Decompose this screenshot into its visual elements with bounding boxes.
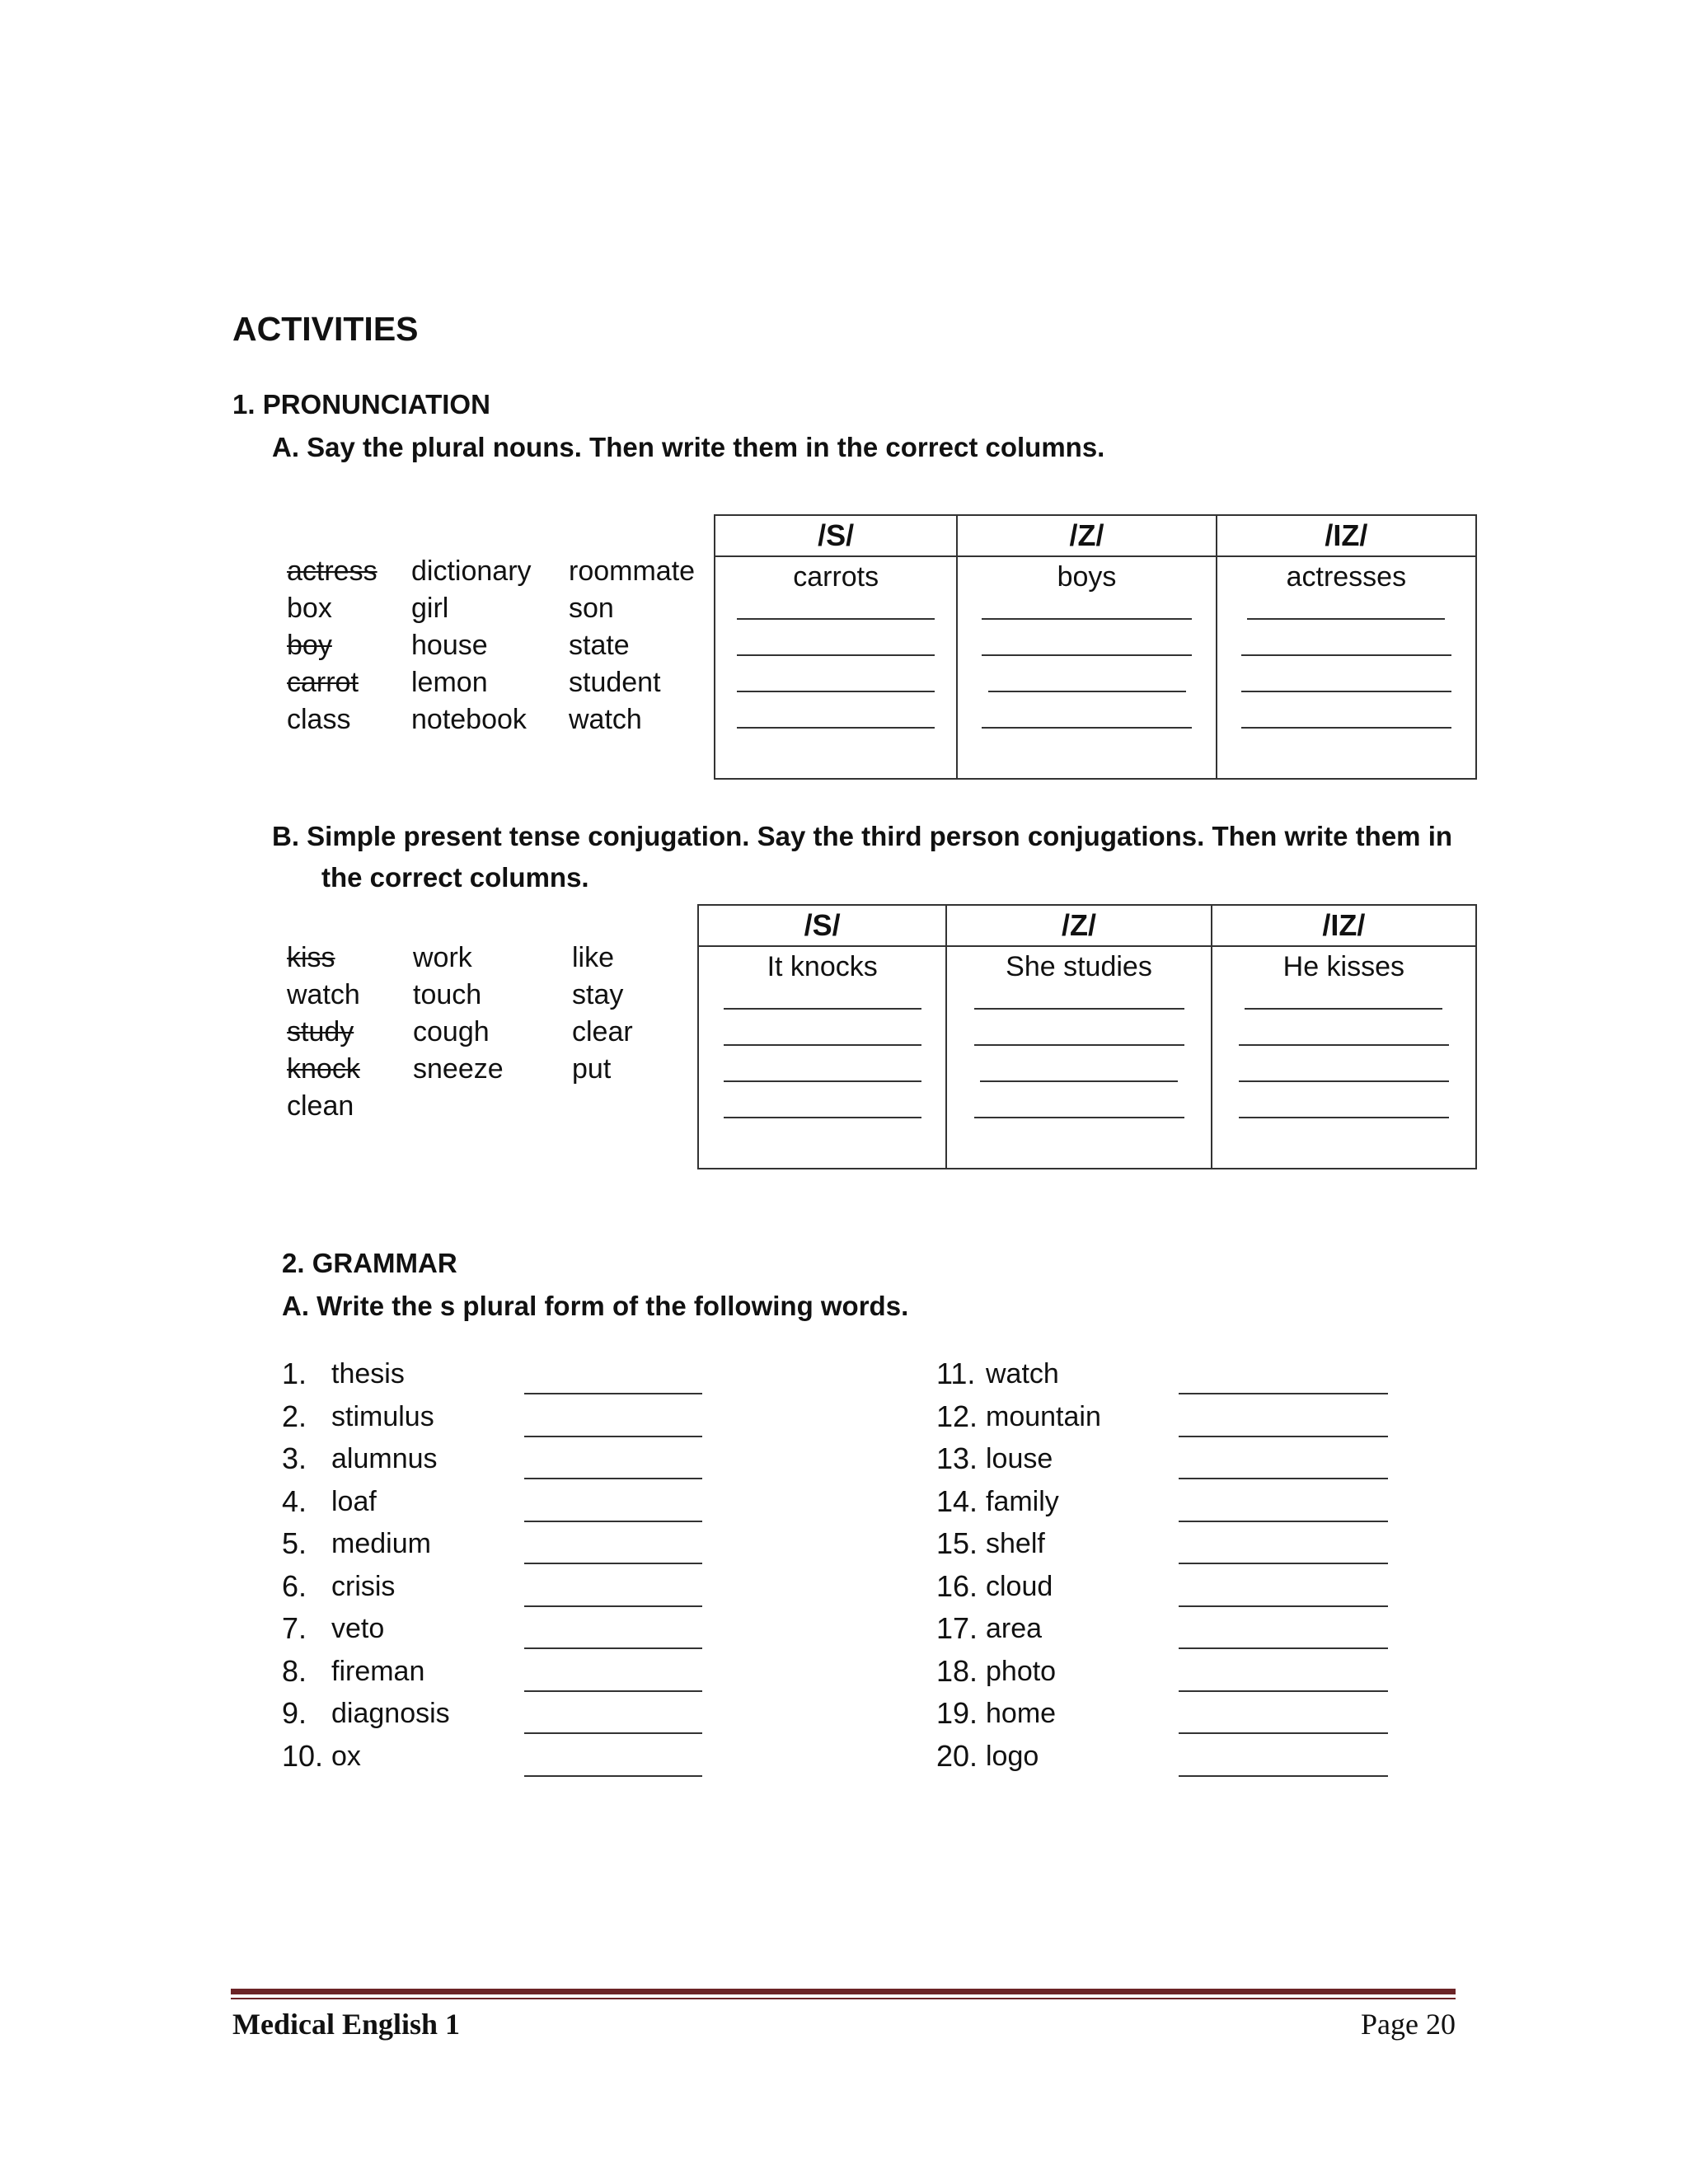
item-word: cloud — [986, 1570, 1053, 1602]
word-item: dictionary — [411, 555, 532, 587]
struck-word: boy — [287, 630, 332, 661]
table-column-s — [715, 556, 957, 779]
table-header: /IZ/ — [1212, 905, 1476, 946]
answer-line[interactable] — [1179, 1732, 1388, 1734]
item-word: alumnus — [331, 1443, 438, 1474]
answer-blank[interactable] — [974, 1010, 1184, 1046]
answer-line[interactable] — [1179, 1521, 1388, 1522]
item-number: 19. — [936, 1696, 978, 1730]
part-b-sound-table — [697, 904, 1477, 1169]
part-b-instruction-line2: the correct columns. — [321, 862, 589, 893]
item-word: fireman — [331, 1655, 425, 1687]
word-item: work — [413, 942, 472, 973]
table-header: /Z/ — [946, 905, 1211, 946]
item-number: 4. — [282, 1483, 307, 1518]
word-item: put — [572, 1053, 612, 1085]
item-word: logo — [986, 1740, 1039, 1772]
word-item: lemon — [411, 667, 488, 698]
answer-blank[interactable] — [974, 1082, 1184, 1118]
example-answer: It knocks — [767, 951, 878, 982]
answer-blank[interactable] — [988, 656, 1186, 692]
word-item: state — [569, 630, 630, 661]
answer-blank[interactable] — [974, 973, 1184, 1010]
item-word: crisis — [331, 1570, 396, 1602]
answer-blank[interactable] — [980, 1046, 1178, 1082]
word-item: sneeze — [413, 1053, 504, 1085]
answer-line[interactable] — [524, 1478, 702, 1479]
word-item: roommate — [569, 555, 696, 587]
answer-line[interactable] — [524, 1690, 702, 1692]
item-word: stimulus — [331, 1400, 434, 1432]
item-word: veto — [331, 1613, 385, 1644]
struck-word: study — [287, 1016, 354, 1047]
answer-blank[interactable] — [737, 583, 935, 620]
table-header: /Z/ — [957, 515, 1216, 556]
example-answer: carrots — [793, 561, 879, 593]
item-word: louse — [986, 1443, 1053, 1474]
answer-blank[interactable] — [982, 620, 1192, 656]
page-number: Page 20 — [1361, 2008, 1456, 2041]
answer-blank[interactable] — [1241, 656, 1451, 692]
item-number: 1. — [282, 1357, 307, 1390]
item-word: mountain — [986, 1400, 1101, 1432]
item-word: home — [986, 1698, 1057, 1729]
item-word: area — [986, 1613, 1043, 1644]
example-answer: She studies — [1006, 951, 1152, 982]
footer-title: Medical English 1 — [232, 2008, 461, 2041]
item-number: 2. — [282, 1399, 307, 1433]
answer-line[interactable] — [524, 1732, 702, 1734]
answer-line[interactable] — [1179, 1478, 1388, 1479]
answer-line[interactable] — [1179, 1605, 1388, 1607]
word-item: house — [411, 630, 488, 661]
answer-blank[interactable] — [1241, 620, 1451, 656]
word-item: class — [287, 704, 351, 735]
section-grammar-title: 2. GRAMMAR — [282, 1248, 457, 1278]
item-number: 6. — [282, 1568, 307, 1603]
section-pronunciation-title: 1. PRONUNCIATION — [232, 389, 490, 419]
answer-blank[interactable] — [724, 973, 921, 1010]
item-number: 18. — [936, 1653, 978, 1688]
answer-line[interactable] — [524, 1436, 702, 1437]
answer-line[interactable] — [524, 1563, 702, 1564]
answer-line[interactable] — [524, 1647, 702, 1649]
answer-blank[interactable] — [724, 1082, 921, 1118]
item-word: watch — [986, 1358, 1059, 1390]
item-word: ox — [331, 1740, 361, 1772]
item-word: family — [986, 1485, 1059, 1517]
answer-line[interactable] — [1179, 1690, 1388, 1692]
word-item: stay — [572, 979, 624, 1010]
word-item: cough — [413, 1016, 490, 1047]
item-number: 8. — [282, 1653, 307, 1688]
item-number: 16. — [936, 1568, 978, 1603]
answer-blank[interactable] — [982, 692, 1192, 729]
item-number: 12. — [936, 1399, 978, 1433]
word-item: watch — [287, 979, 360, 1010]
answer-blank[interactable] — [1241, 692, 1451, 729]
part-a-sound-table — [714, 514, 1477, 780]
answer-blank[interactable] — [1239, 1010, 1449, 1046]
answer-blank[interactable] — [982, 583, 1192, 620]
item-word: thesis — [331, 1358, 405, 1390]
word-item: student — [569, 667, 661, 698]
answer-line[interactable] — [1179, 1647, 1388, 1649]
item-number: 10. — [282, 1738, 324, 1773]
footer-rule-thin — [231, 1998, 1456, 1999]
part-b-instruction-line1: B. Simple present tense conjugation. Say the third person conjugations. Then write them in — [272, 821, 1453, 851]
answer-blank[interactable] — [724, 1010, 921, 1046]
word-item: clean — [287, 1090, 354, 1122]
item-number: 5. — [282, 1526, 307, 1560]
word-item: clear — [572, 1016, 633, 1047]
part-a-instruction: A. Say the plural nouns. Then write them in the correct columns. — [272, 432, 1105, 462]
word-item: touch — [413, 979, 482, 1010]
struck-word: carrot — [287, 667, 359, 698]
struck-word: knock — [287, 1053, 360, 1085]
table-column-z — [946, 946, 1211, 1169]
table-header: /S/ — [698, 905, 946, 946]
item-word: loaf — [331, 1485, 377, 1517]
item-number: 9. — [282, 1696, 307, 1730]
item-number: 17. — [936, 1611, 978, 1645]
item-number: 11. — [936, 1357, 976, 1390]
example-answer: actresses — [1286, 561, 1407, 593]
table-header: /IZ/ — [1217, 515, 1476, 556]
table-header: /S/ — [715, 515, 957, 556]
answer-line[interactable] — [524, 1775, 702, 1777]
answer-line[interactable] — [524, 1605, 702, 1607]
footer-rule — [231, 1989, 1456, 1994]
struck-word: actress — [287, 555, 377, 587]
answer-blank[interactable] — [737, 692, 935, 729]
answer-blank[interactable] — [1239, 1082, 1449, 1118]
answer-line[interactable] — [1179, 1563, 1388, 1564]
answer-blank[interactable] — [1247, 583, 1445, 620]
answer-blank[interactable] — [724, 1046, 921, 1082]
item-word: medium — [331, 1528, 431, 1559]
answer-blank[interactable] — [1239, 1046, 1449, 1082]
item-number: 15. — [936, 1526, 978, 1560]
item-number: 20. — [936, 1738, 978, 1773]
example-answer: boys — [1057, 561, 1117, 593]
answer-line[interactable] — [1179, 1436, 1388, 1437]
word-item: son — [569, 593, 614, 624]
word-item: box — [287, 593, 332, 624]
answer-blank[interactable] — [1245, 973, 1442, 1010]
item-number: 14. — [936, 1483, 978, 1518]
word-item: notebook — [411, 704, 527, 735]
item-word: photo — [986, 1655, 1057, 1687]
answer-blank[interactable] — [737, 656, 935, 692]
word-item: girl — [411, 593, 449, 624]
table-column-s — [698, 946, 946, 1169]
item-word: diagnosis — [331, 1698, 450, 1729]
answer-blank[interactable] — [737, 620, 935, 656]
word-item: watch — [569, 704, 642, 735]
answer-line[interactable] — [1179, 1393, 1388, 1394]
word-item: like — [572, 942, 615, 973]
struck-word: kiss — [287, 942, 335, 973]
grammar-instruction: A. Write the s plural form of the following words. — [282, 1291, 909, 1321]
item-number: 7. — [282, 1611, 307, 1645]
answer-line[interactable] — [524, 1393, 702, 1394]
table-column-z — [957, 556, 1216, 779]
item-number: 13. — [936, 1441, 978, 1475]
answer-line[interactable] — [1179, 1775, 1388, 1777]
table-column-iz — [1217, 556, 1476, 779]
answer-line[interactable] — [524, 1521, 702, 1522]
item-number: 3. — [282, 1441, 307, 1475]
example-answer: He kisses — [1282, 951, 1405, 982]
page-heading: ACTIVITIES — [232, 310, 419, 348]
table-column-iz — [1212, 946, 1476, 1169]
item-word: shelf — [986, 1528, 1045, 1559]
